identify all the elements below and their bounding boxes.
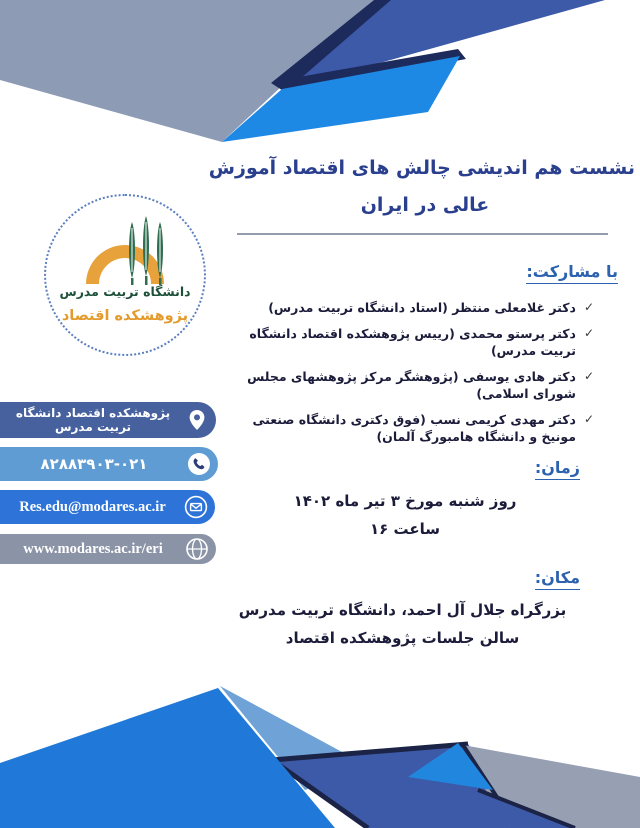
top-decoration bbox=[0, 0, 640, 165]
globe-icon bbox=[185, 537, 209, 561]
place-heading: مکان: bbox=[535, 568, 580, 590]
check-icon: ✓ bbox=[583, 326, 594, 340]
participant-item bbox=[236, 299, 594, 316]
phone-pill bbox=[0, 447, 218, 481]
logo-institute-name: پژوهشکده اقتصاد bbox=[61, 308, 189, 324]
phone-number: ۸۲۸۸۳۹۰۳-۰۲۱ bbox=[40, 455, 148, 473]
title-divider bbox=[237, 233, 608, 235]
title-line-2: عالی در ایران bbox=[360, 194, 490, 216]
check-icon: ✓ bbox=[583, 300, 594, 314]
venue-address: بزرگراه جلال آل احمد، دانشگاه تربیت مدرس bbox=[238, 601, 567, 619]
email-icon bbox=[184, 495, 208, 519]
participant-item bbox=[236, 325, 594, 359]
venue-hall: سالن جلسات پژوهشکده اقتصاد bbox=[285, 629, 520, 647]
event-date: روز شنبه مورخ ۳ تیر ماه ۱۴۰۲ bbox=[293, 492, 517, 510]
phone-icon bbox=[187, 452, 211, 476]
website-url: www.modares.ac.ir/eri bbox=[23, 540, 163, 557]
email-pill[interactable] bbox=[0, 490, 215, 524]
participant-name: دکتر هادی یوسفی (پژوهشگر مرکز پژوهشهای مجلس شورای اسلامی) bbox=[247, 369, 576, 401]
email-address: Res.edu@modares.ac.ir bbox=[19, 498, 166, 515]
participant-item bbox=[236, 411, 594, 445]
poster-title bbox=[208, 150, 635, 224]
address-pill bbox=[0, 402, 216, 438]
time-heading: زمان: bbox=[535, 458, 580, 480]
participant-name: دکتر مهدی کریمی نسب (فوق دکتری دانشگاه صنعتی مونیخ و دانشگاه هامبورگ آلمان) bbox=[252, 412, 576, 444]
logo-emblem-icon bbox=[46, 196, 203, 353]
location-pin-icon bbox=[185, 408, 209, 432]
participant-name: دکتر پرستو محمدی (رییس پژوهشکده اقتصاد دانشگاه تربیت مدرس) bbox=[249, 326, 576, 358]
participant-item bbox=[236, 368, 594, 402]
title-line-1: نشست هم اندیشی چالش های اقتصاد آموزش bbox=[208, 157, 635, 179]
participant-name: دکتر غلامعلی منتظر (استاد دانشگاه تربیت مدرس) bbox=[268, 300, 576, 315]
check-icon: ✓ bbox=[583, 369, 594, 383]
event-hour: ساعت ۱۶ bbox=[369, 520, 441, 538]
website-pill[interactable] bbox=[0, 534, 216, 564]
logo-university-name: دانشگاه تربیت مدرس bbox=[59, 284, 191, 299]
address-text: پژوهشکده اقتصاد دانشگاه تربیت مدرس bbox=[15, 406, 171, 434]
participants-heading: با مشارکت: bbox=[526, 262, 618, 284]
check-icon: ✓ bbox=[583, 412, 594, 426]
bottom-decoration bbox=[0, 668, 640, 828]
university-logo bbox=[44, 194, 206, 356]
participants-list bbox=[236, 299, 594, 454]
